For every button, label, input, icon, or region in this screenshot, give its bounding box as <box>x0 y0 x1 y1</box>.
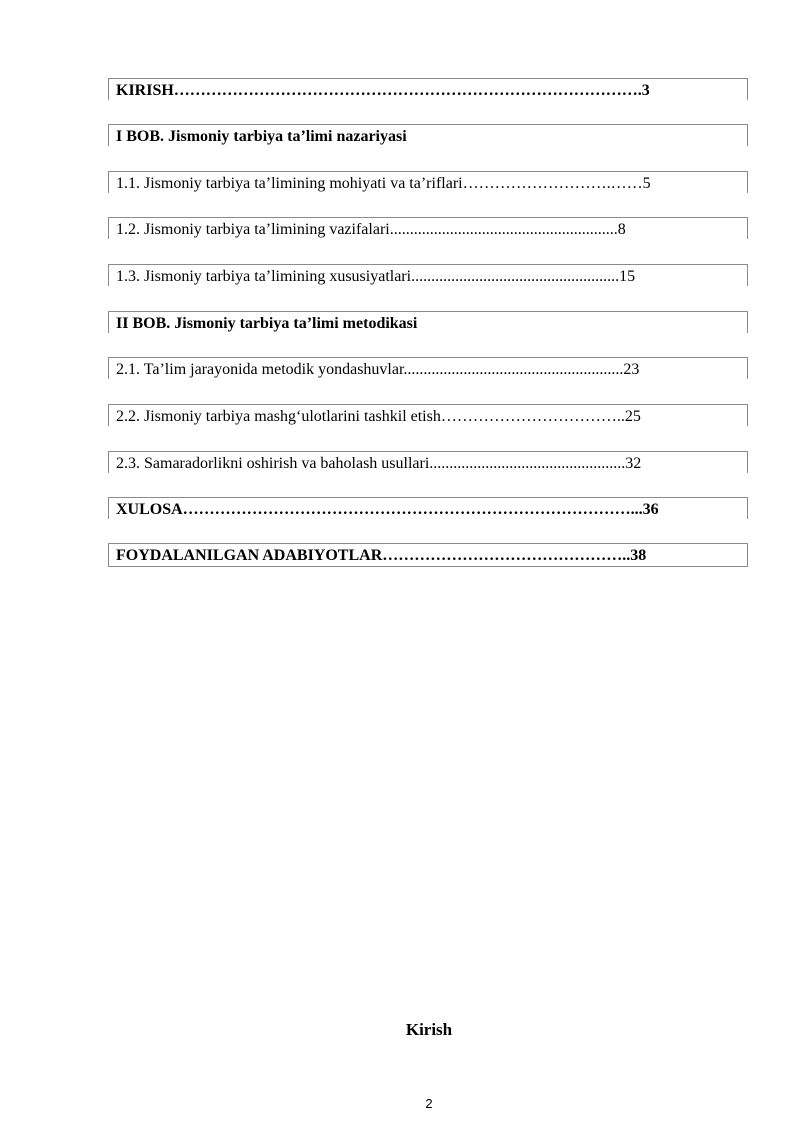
toc-row <box>108 497 748 519</box>
toc-entry: I BOB. Jismoniy tarbiya ta’limi nazariyasi <box>116 128 407 145</box>
toc-row <box>108 357 748 379</box>
toc-row <box>108 311 748 333</box>
toc-row <box>108 217 748 239</box>
toc-row <box>108 78 748 100</box>
toc-row <box>108 543 748 567</box>
toc-entry: 1.2. Jismoniy tarbiya ta’limining vazifalari.........................................................8 <box>116 221 626 238</box>
section-heading: Kirish <box>405 1020 453 1039</box>
toc-row <box>108 171 748 193</box>
toc-row <box>108 451 748 473</box>
toc-entry: XULOSA…………………………………………………………………………...36 <box>116 501 659 518</box>
toc-row <box>108 124 748 146</box>
toc-row <box>108 404 748 426</box>
toc-entry: II BOB. Jismoniy tarbiya ta’limi metodikasi <box>116 315 418 332</box>
toc-entry: 1.1. Jismoniy tarbiya ta’limining mohiyati va ta’riflari……………………….……5 <box>116 175 651 192</box>
toc-entry: 1.3. Jismoniy tarbiya ta’limining xususiyatlari....................................................15 <box>116 268 636 285</box>
toc-entry: 2.1. Ta’lim jarayonida metodik yondashuvlar.......................................................23 <box>116 361 640 378</box>
toc-entry: KIRISH…………………………………………………………………………….3 <box>116 82 650 99</box>
toc-entry: 2.3. Samaradorlikni oshirish va baholash usullari.................................................32 <box>116 455 642 472</box>
toc-entry: FOYDALANILGAN ADABIYOTLAR………………………………………..38 <box>116 547 647 564</box>
page-number: 2 <box>425 1096 433 1111</box>
toc-row <box>108 264 748 286</box>
toc-entry: 2.2. Jismoniy tarbiya mashg‘ulotlarini tashkil etish……………………………..25 <box>116 408 641 425</box>
